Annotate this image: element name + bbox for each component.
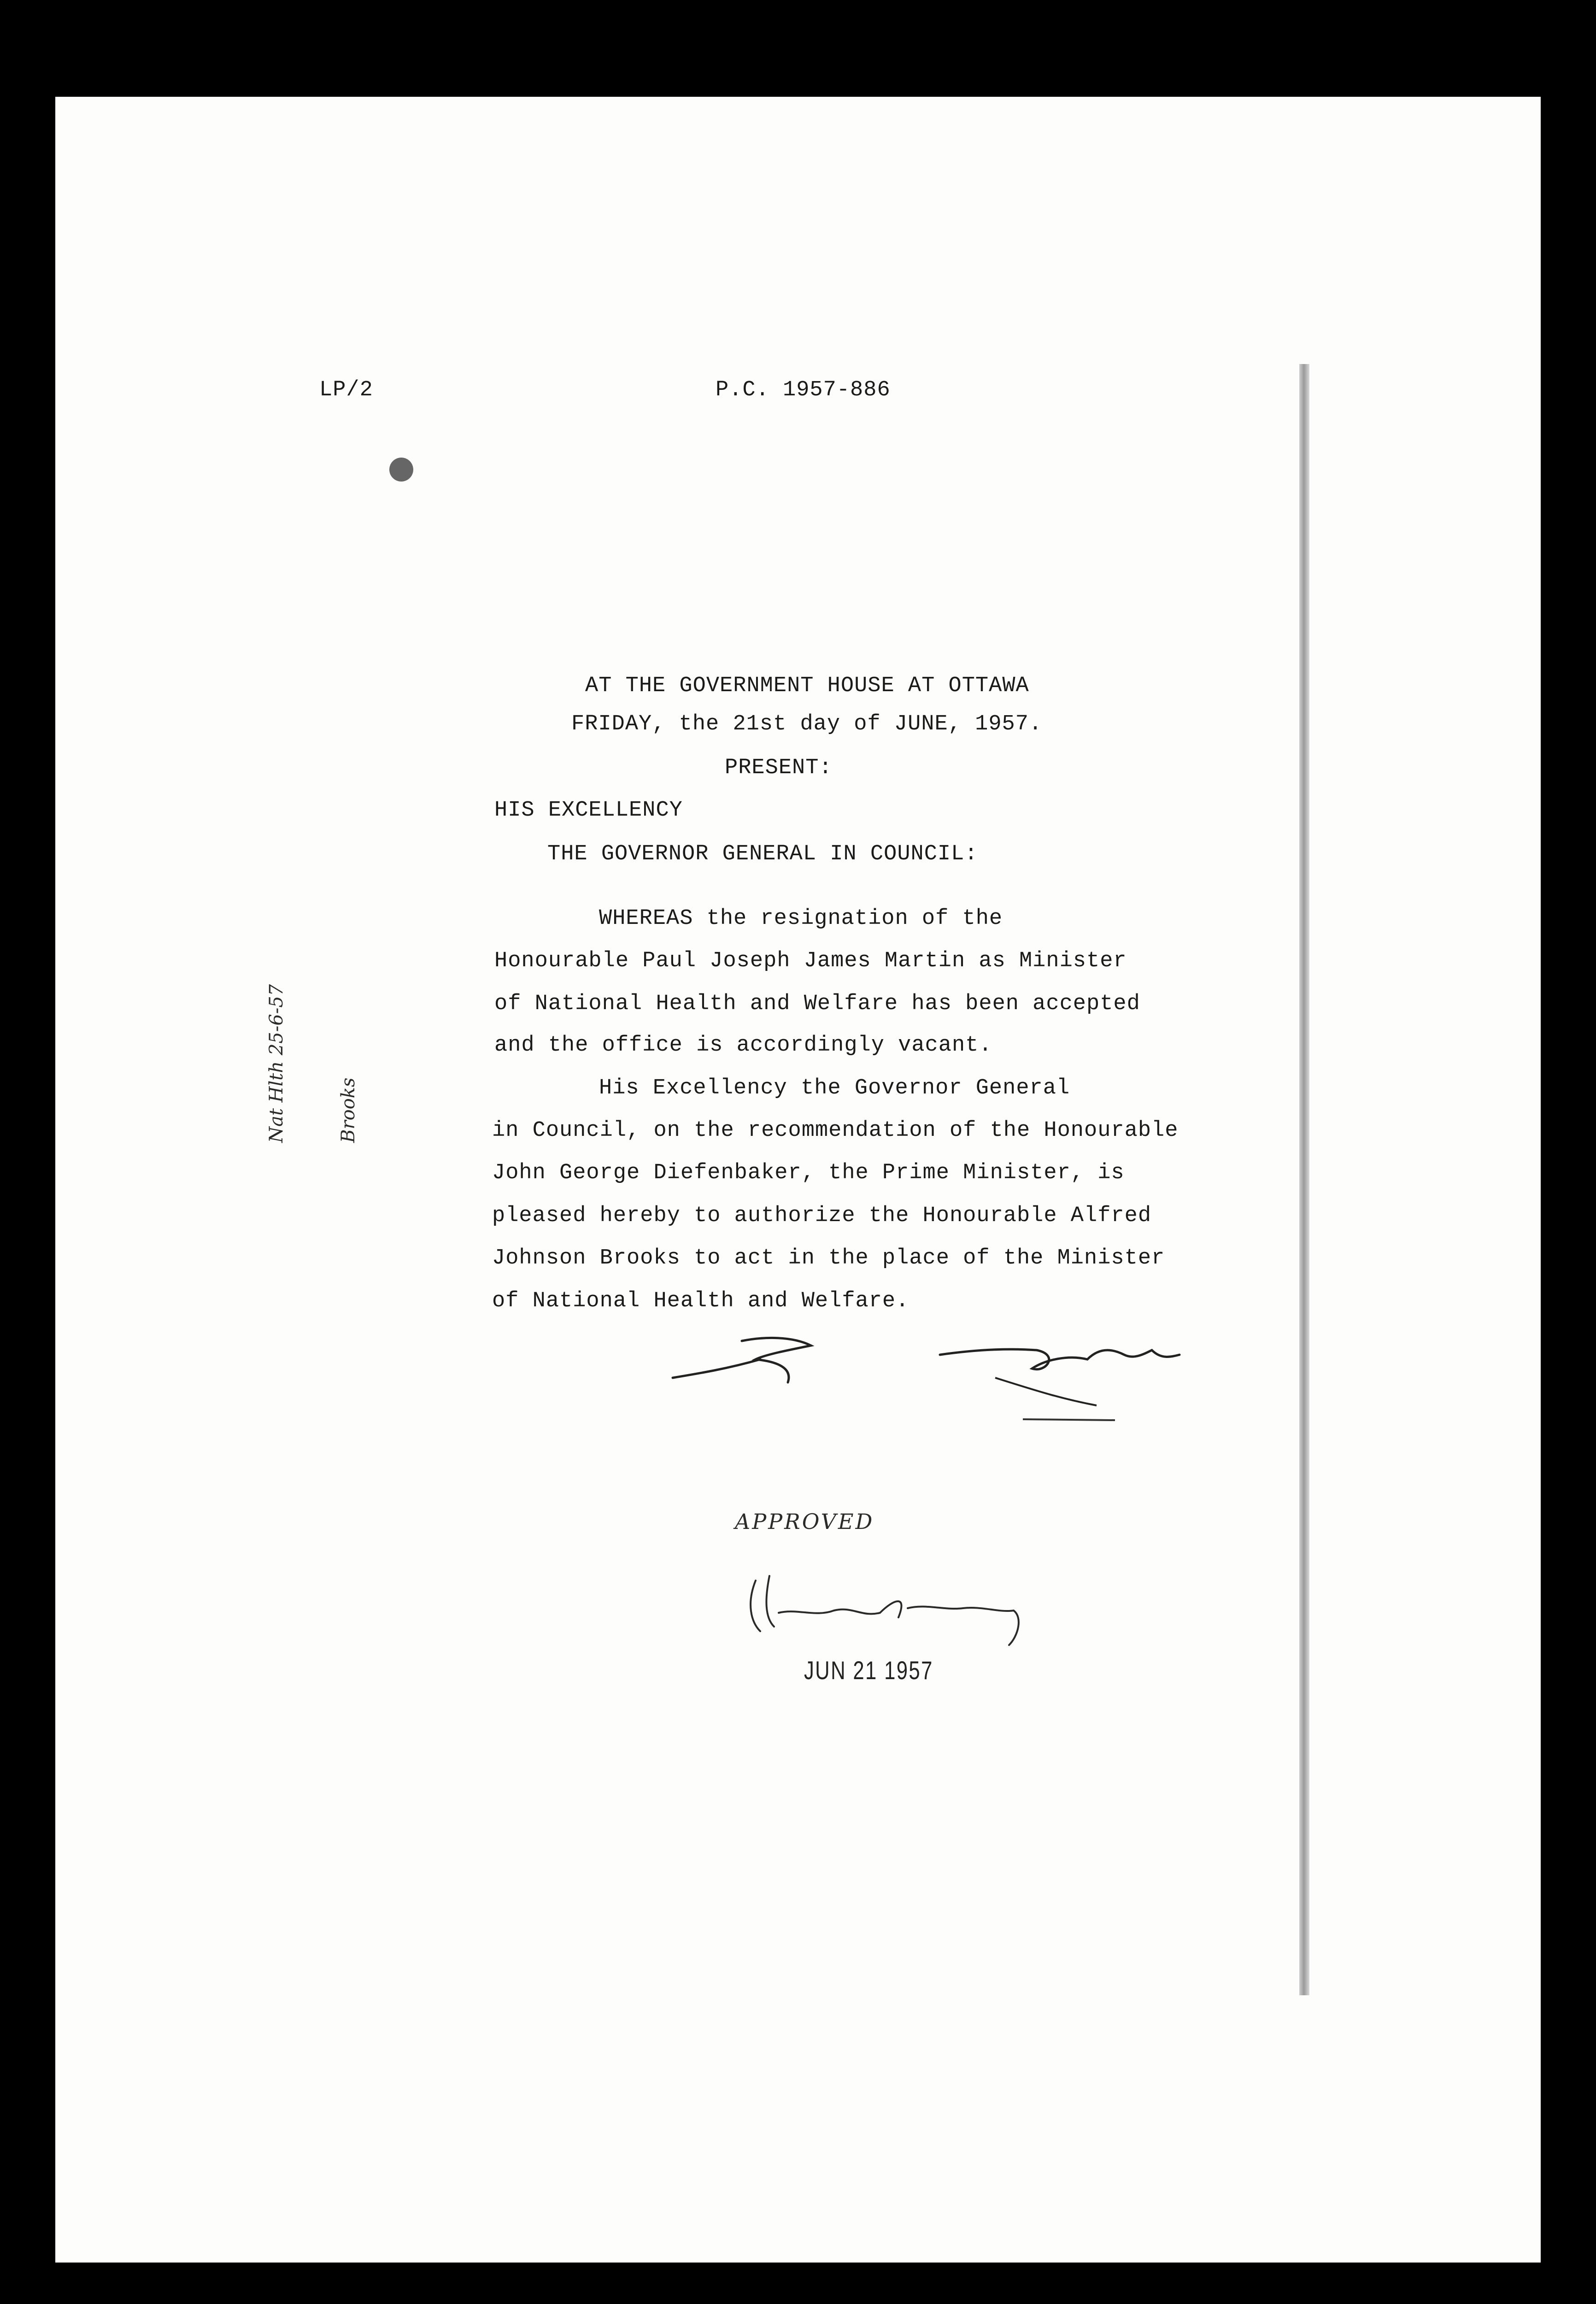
body-para2-line4: pleased hereby to authorize the Honourable Alfred: [492, 1204, 1152, 1228]
body-para2-line1: His Excellency the Governor General: [599, 1076, 1070, 1100]
body-para2-line3: John George Diefenbaker, the Prime Minister, is: [492, 1161, 1125, 1185]
body-para1-line4: and the office is accordingly vacant.: [494, 1033, 992, 1058]
order-number: P.C. 1957-886: [716, 378, 891, 402]
body-para2-line5: Johnson Brooks to act in the place of the Minister: [492, 1246, 1165, 1270]
file-reference: LP/2: [319, 378, 373, 402]
punch-hole: [389, 458, 413, 482]
body-para2-line2: in Council, on the recommendation of the Honourable: [492, 1118, 1179, 1143]
governor-general-signature: [742, 1567, 1037, 1659]
heading-date: FRIDAY, the 21st day of JUNE, 1957.: [571, 712, 1043, 736]
approval-date-stamp: JUN 21 1957: [804, 1656, 933, 1685]
heading-location: AT THE GOVERNMENT HOUSE AT OTTAWA: [585, 674, 1029, 698]
salutation-line-2: THE GOVERNOR GENERAL IN COUNCIL:: [547, 842, 978, 866]
salutation-line-1: HIS EXCELLENCY: [494, 798, 683, 823]
clerk-signature: [673, 1322, 1226, 1442]
heading-present: PRESENT:: [725, 756, 833, 780]
body-para2-line6: of National Health and Welfare.: [492, 1289, 909, 1313]
margin-note-line-1: Nat Hlth 25-6-57: [266, 984, 287, 1143]
page-edge-shadow: [1299, 364, 1309, 1995]
body-para1-line2: Honourable Paul Joseph James Martin as Minister: [494, 949, 1127, 973]
approved-label: APPROVED: [735, 1509, 874, 1534]
margin-note: [217, 984, 384, 1143]
margin-note-line-2: Brooks: [338, 1077, 359, 1143]
body-para1-line3: of National Health and Welfare has been accepted: [494, 992, 1140, 1016]
body-para1-line1: WHEREAS the resignation of the: [599, 906, 1003, 931]
